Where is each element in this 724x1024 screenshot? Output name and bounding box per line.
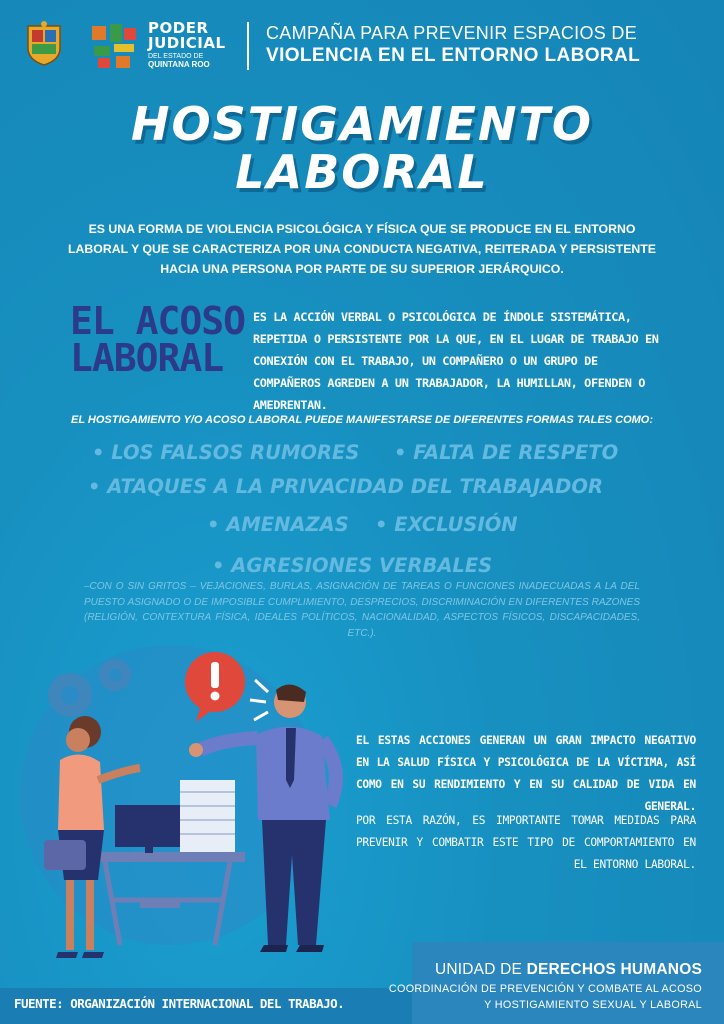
campaign-line1: CAMPAÑA PARA PREVENIR ESPACIOS DE [266,23,637,43]
acoso-definition: ES LA ACCIÓN VERBAL O PSICOLÓGICA DE ÍNDOLE SISTEMÁTICA, REPETIDA O PERSISTENTE POR LA QUE, EN EL LUGAR DE TRABAJO EN CONEXIÓN CON EL TRABAJO, UN COMPAÑERO O UN GRUPO DE COMPAÑEROS AGREDEN A UN TRABAJADOR, LA HUMILLAN, OFENDEN O AMEDRENTAN. [253,310,659,412]
state-seal-icon [24,20,64,66]
org-sub-line1: DEL ESTADO DE [148,53,204,60]
manifest-intro: EL HOSTIGAMIENTO Y/O ACOSO LABORAL PUEDE MANIFESTARSE DE DIFERENTES FORMAS TALES COMO: [70,414,654,426]
source-citation: FUENTE: ORGANIZACIÓN INTERNACIONAL DEL TRABAJO. [14,996,345,1011]
acoso-title-line1: EL ACOSO [70,299,246,343]
header [0,0,724,86]
verbal-aggression-note: –CON O SIN GRITOS – VEJACIONES, BURLAS, ASIGNACIÓN DE TAREAS O FUNCIONES INADECUADAS A LA DEL PUESTO ASIGNADO O DE IMPOSIBLE CUMPLIMIENTO, DESPRECIOS, DISCRIMINACIÓN EN DIFERENTES RAZONES (RELIGIÓN, CONTEXTURA FÍSICA, IDEALES POLÍTICOS, NACIONALIDAD, ASPECTOS FÍSICOS, DISCAPACIDADES, ETC.). [84,581,640,639]
measures-paragraph: POR ESTA RAZÓN, ES IMPORTANTE TOMAR MEDIDAS PARA PREVENIR Y COMBATIR ESTE TIPO DE COMPORTAMIENTO EN EL ENTORNO LABORAL. [356,814,696,871]
form-item-amenazas: • AMENAZAS [207,513,349,536]
acoso-title-line2: LABORAL [70,336,224,380]
workplace-harassment-illustration [0,640,360,970]
poder-judicial-logo-icon [88,22,140,70]
org-name-line1: PODER [148,19,209,37]
intro-paragraph: ES UNA FORMA DE VIOLENCIA PSICOLÓGICA Y FÍSICA QUE SE PRODUCE EN EL ENTORNO LABORAL Y QUE SE CARACTERIZA POR UNA CONDUCTA NEGATIVA, REITERADA Y PERSISTENTE HACIA UNA PERSONA POR PARTE DE SU SUPERIOR JERÁRQUICO. [67,222,657,276]
unit-prefix: UNIDAD DE [434,961,523,978]
form-item-rumores: • LOS FALSOS RUMORES [92,441,360,464]
page-title-line1: HOSTIGAMIENTO [131,97,593,151]
page-title-line2: LABORAL [235,145,489,199]
form-item-respeto: • FALTA DE RESPETO [394,441,619,464]
acoso-title [70,299,246,380]
org-name-line2: JUDICIAL [148,34,226,52]
form-item-privacidad: • ATAQUES A LA PRIVACIDAD DEL TRABAJADOR [88,475,603,498]
coordination-line1: COORDINACIÓN DE PREVENCIÓN Y COMBATE AL ACOSO [388,983,702,995]
org-sub-line2: QUINTANA ROO [148,60,210,69]
coordination-line2: Y HOSTIGAMIENTO SEXUAL Y LABORAL [484,999,702,1011]
impact-paragraph: EL ESTAS ACCIONES GENERAN UN GRAN IMPACTO NEGATIVO EN LA SALUD FÍSICA Y PSICOLÓGICA DE LA VÍCTIMA, ASÍ COMO EN SU RENDIMIENTO Y EN SU CALIDAD DE VIDA EN GENERAL. [356,734,696,813]
campaign-line2: VIOLENCIA EN EL ENTORNO LABORAL [266,45,641,66]
unit-title [435,961,702,979]
form-item-agresiones: • AGRESIONES VERBALES [212,554,493,577]
unit-name: DERECHOS HUMANOS [526,961,702,978]
org-name [148,21,226,51]
org-subtitle [148,53,210,70]
form-item-exclusion: • EXCLUSIÓN [375,513,518,536]
header-divider [247,22,249,70]
